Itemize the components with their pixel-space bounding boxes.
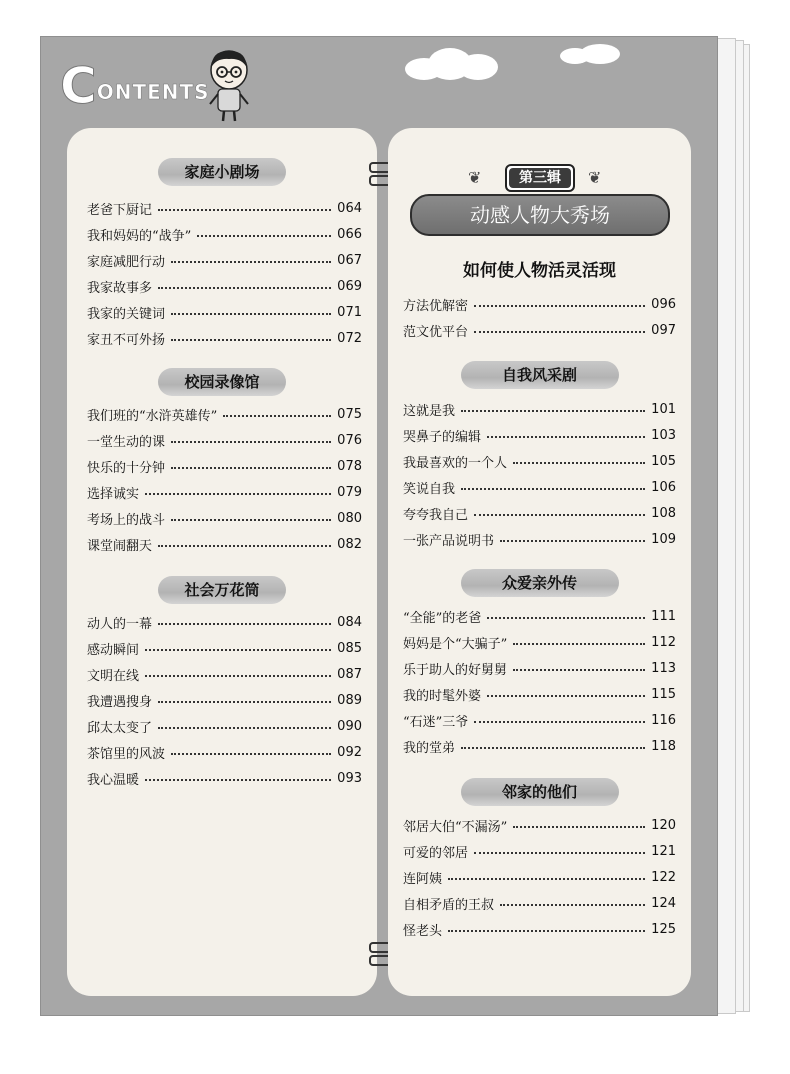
section-self: [388, 361, 691, 389]
toc-entry[interactable]: 夸夸我自己 108: [403, 505, 676, 523]
section-school: [67, 368, 377, 396]
toc-entry[interactable]: 我遭遇搜身 089: [87, 692, 362, 710]
toc-entry[interactable]: 方法优解密 096: [403, 296, 676, 314]
toc-entry[interactable]: 家庭减肥行动 067: [87, 252, 362, 270]
section-title: 社会万花筒: [158, 576, 286, 604]
section-title: 众爱亲外传: [461, 569, 619, 597]
toc-entry[interactable]: 一张产品说明书 109: [403, 531, 676, 549]
toc-entry[interactable]: “石迷”三爷 116: [403, 712, 676, 730]
toc-entry[interactable]: 连阿姨 122: [403, 869, 676, 887]
toc-entry[interactable]: 我的时髦外婆 115: [403, 686, 676, 704]
section-neighbors: [388, 778, 691, 806]
toc-entry[interactable]: 课堂闹翻天 082: [87, 536, 362, 554]
section-relatives: [388, 569, 691, 597]
section-title: 邻家的他们: [461, 778, 619, 806]
toc-entry[interactable]: 邱太太变了 090: [87, 718, 362, 736]
toc-entry[interactable]: 感动瞬间 085: [87, 640, 362, 658]
toc-entry[interactable]: “全能”的老爸 111: [403, 608, 676, 626]
flourish-left-icon: ❦: [468, 168, 482, 187]
toc-entry[interactable]: 邻居大伯“不漏汤” 120: [403, 817, 676, 835]
toc-entry[interactable]: 乐于助人的好舅舅 113: [403, 660, 676, 678]
toc-entry[interactable]: 选择诚实 079: [87, 484, 362, 502]
toc-entry[interactable]: 范文优平台 097: [403, 322, 676, 340]
toc-entry[interactable]: 我家故事多 069: [87, 278, 362, 296]
toc-entry[interactable]: 一堂生动的课 076: [87, 432, 362, 450]
volume-badge: 第三辑: [505, 164, 575, 192]
toc-entry[interactable]: 动人的一幕 084: [87, 614, 362, 632]
toc-entry[interactable]: 我家的关键词 071: [87, 304, 362, 322]
toc-entry[interactable]: 哭鼻子的编辑 103: [403, 427, 676, 445]
volume-banner: 动感人物大秀场: [410, 194, 670, 236]
toc-entry[interactable]: 可爱的邻居 121: [403, 843, 676, 861]
flourish-right-icon: ❦: [588, 168, 602, 187]
section-title: 自我风采剧: [461, 361, 619, 389]
toc-entry[interactable]: 我们班的“水浒英雄传” 075: [87, 406, 362, 424]
toc-entry[interactable]: 快乐的十分钟 078: [87, 458, 362, 476]
toc-entry[interactable]: 茶馆里的风波 092: [87, 744, 362, 762]
toc-entry[interactable]: 笑说自我 106: [403, 479, 676, 497]
chapter-heading: 如何使人物活灵活现: [463, 261, 616, 281]
toc-entry[interactable]: 老爸下厨记 064: [87, 200, 362, 218]
section-family: [67, 158, 377, 186]
toc-entry[interactable]: 文明在线 087: [87, 666, 362, 684]
toc-entry[interactable]: 我的堂弟 118: [403, 738, 676, 756]
cartoon-boy-illustration: [206, 46, 252, 122]
toc-entry[interactable]: 这就是我 101: [403, 401, 676, 419]
toc-entry[interactable]: 我和妈妈的“战争” 066: [87, 226, 362, 244]
toc-entry[interactable]: 家丑不可外扬 072: [87, 330, 362, 348]
toc-entry[interactable]: 考场上的战斗 080: [87, 510, 362, 528]
contents-logo: CONTENTS: [60, 57, 210, 115]
left-contents-panel: [67, 128, 377, 996]
right-contents-panel: [388, 128, 691, 996]
section-title: 校园录像馆: [158, 368, 286, 396]
toc-entry[interactable]: 妈妈是个“大骗子” 112: [403, 634, 676, 652]
section-title: 家庭小剧场: [158, 158, 286, 186]
section-society: [67, 576, 377, 604]
toc-entry[interactable]: 自相矛盾的王叔 124: [403, 895, 676, 913]
toc-entry[interactable]: 怪老头 125: [403, 921, 676, 939]
toc-entry[interactable]: 我心温暖 093: [87, 770, 362, 788]
toc-entry[interactable]: 我最喜欢的一个人 105: [403, 453, 676, 471]
